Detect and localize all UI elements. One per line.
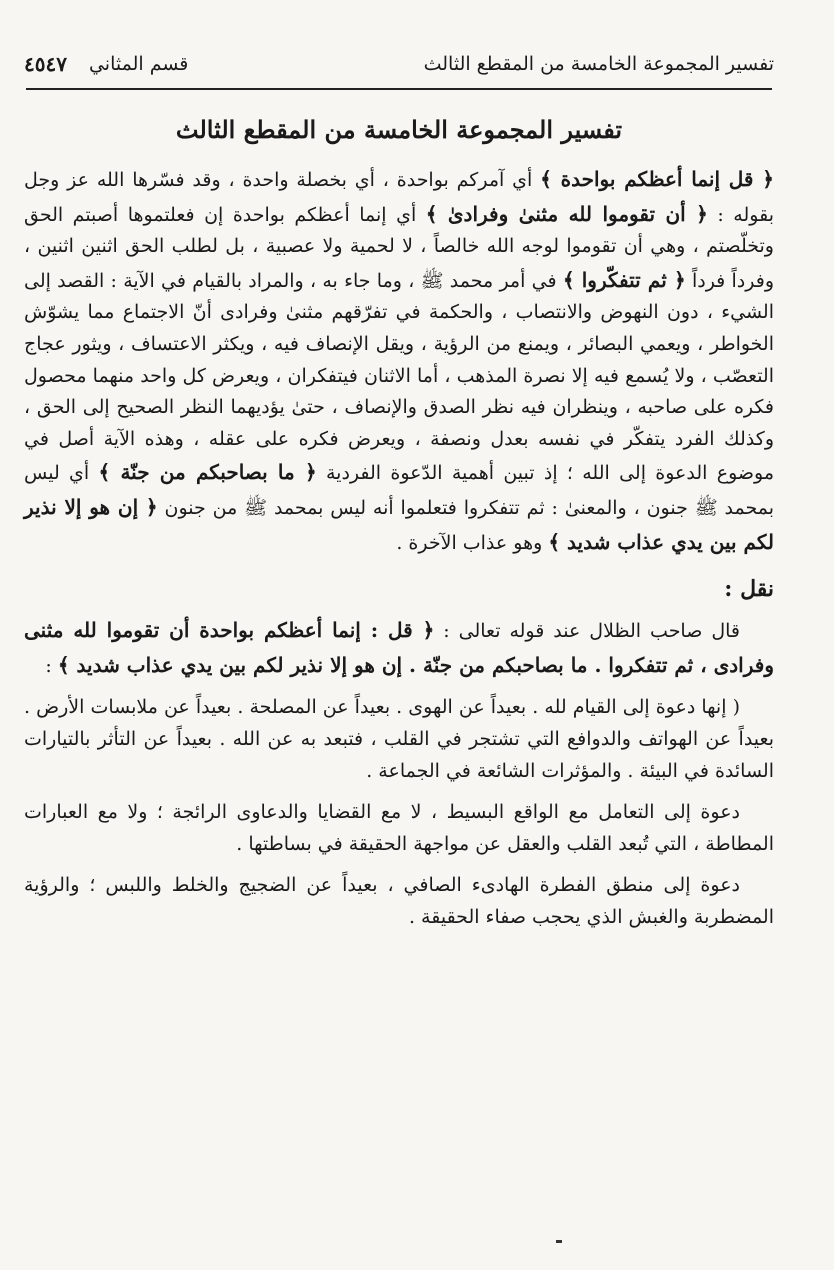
quran-quote: ﴿ أن تقوموا لله مثنىٰ وفرادىٰ ﴾ [425, 201, 708, 226]
quran-quote: ﴿ إن هو إلا نذير لكم بين يدي عذاب شديد ﴾ [24, 494, 774, 554]
running-header [24, 44, 774, 84]
quran-quote: ﴿ ما بصاحبكم من جنّة ﴾ [98, 460, 317, 485]
text-run: أي ليس بمحمد ﷺ جنون ، والمعنىٰ : ثم تتفكروا فتعلموا أنه ليس بمحمد ﷺ من جنون [24, 462, 775, 519]
header-left-group [24, 52, 188, 76]
page-title: تفسير المجموعة الخامسة من المقطع الثالث [175, 115, 623, 144]
running-title: تفسير المجموعة الخامسة من المقطع الثالث [423, 53, 774, 75]
spacer [24, 860, 774, 870]
text-run: : [45, 654, 58, 677]
commentary-paragraph [24, 162, 774, 559]
quoted-paragraph: دعوة إلى منطق الفطرة الهادىء الصافي ، بعيداً عن الضجيج والخلط واللبس ؛ والرؤية المضطربة والغبش الذي يحجب صفاء الحقيقة . [24, 874, 774, 928]
quran-quote: ﴿ قل : إنما أعظكم بواحدة أن تقوموا لله مثنى وفرادى ، ثم تتفكروا . ما بصاحبكم من جنّة . إن هو إلا نذير لكم بين يدي عذاب شديد ﴾ [24, 618, 774, 677]
quran-quote: ﴿ ثم تتفكّروا ﴾ [562, 267, 686, 292]
quoted-paragraph: دعوة إلى التعامل مع الواقع البسيط ، لا مع القضايا والدعاوى الرائجة ؛ ولا مع العبارات المطاطة ، التي تُبعد القلب والعقل عن مواجهة الحقيقة في بساطتها . [24, 801, 774, 855]
page-number: ٤٥٤٧ [24, 52, 67, 76]
header-rule [26, 88, 772, 90]
section-heading: نقل : [724, 576, 774, 603]
quote-intro-paragraph [24, 613, 774, 682]
spacer [24, 682, 774, 692]
page-mark [556, 1240, 562, 1243]
text-run: قال صاحب الظلال عند قوله تعالى : [434, 620, 740, 643]
quran-quote: ﴿ قل إنما أعظكم بواحدة ﴾ [540, 167, 774, 191]
quoted-paragraph: ( إنها دعوة إلى القيام لله . بعيداً عن الهوى . بعيداً عن المصلحة . بعيداً عن ملابسات الأرض . بعيداً عن الهواتف والدوافع التي تشتجر في القلب ، فتبعد به عن الله . بعيداً عن التأثر بالتيارات السائدة في البيئة . والمؤثرات الشائعة في الجماعة . [24, 696, 774, 782]
text-run: أي آمركم بواحدة ، أي بخصلة واحدة ، وقد فسّرها الله عز وجل بقوله : [24, 169, 774, 226]
spacer [24, 787, 774, 797]
text-run: وهو عذاب الآخرة . [396, 531, 549, 554]
page-body [24, 108, 774, 933]
section-label: قسم المثاني [88, 53, 189, 75]
text-run: في أمر محمد ﷺ ، وما جاء به ، والمراد بالقيام في الآية : القصد إلى الشيء ، دون النهوض والانتصاب ، والحكمة في تفرّقهم مثنىٰ وفرادى أنّ الاجتماع مما يشوّش الخواطر ، ويعمي البصائر ، ويمنع من الرؤية ، ويقل الإنصاف فيه ، ويكثر الاعتساف ، ويثور عجاج التعصّب ، ولا يُسمع فيه إلا نصرة المذهب ، أما الاثنان فيتفكران ، ويعرض كل واحد منهما محصول فكره على صاحبه ، وينظران فيه نظر الصدق والإنصاف ، حتىٰ يؤديهما النظر الصحيح إلى الحق ، وكذلك الفرد يتفكّر في نفسه بعدل ونصفة ، ويعرض فكره على عقله ، وهذه الآية أصل في موضوع الدعوة إلى الله ؛ إذ تبين أهمية الدّعوة الفردية [24, 269, 775, 485]
text-run: أي إنما أعظكم بواحدة إن فعلتموها أصبتم الحق وتخلّصتم ، وهي أن تقوموا لوجه الله خالصاً ، لا لحمية ولا عصبية ، بل لطلب الحق اثنين اثنين ، وفرداً فرداً [24, 203, 775, 292]
